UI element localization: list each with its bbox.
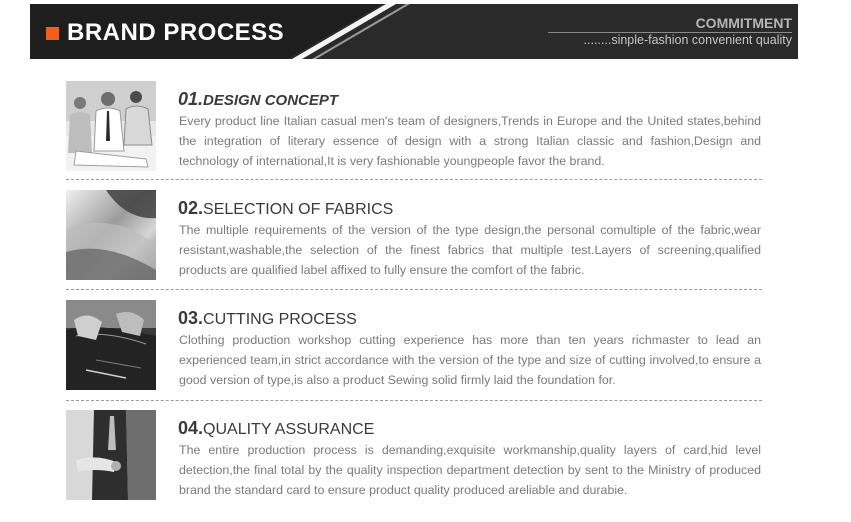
item-title xyxy=(178,198,393,219)
item-title xyxy=(178,308,357,329)
brand-process-banner xyxy=(30,4,798,59)
dashed-divider xyxy=(66,400,762,401)
item-number: 01. xyxy=(178,89,204,109)
dashed-divider xyxy=(66,179,762,180)
item-number: 04. xyxy=(178,418,204,438)
item-title xyxy=(178,89,338,110)
quality-inspection-photo xyxy=(66,410,156,500)
process-item-selection-of-fabrics xyxy=(66,190,766,282)
item-number: 03. xyxy=(178,308,204,328)
item-number: 02. xyxy=(178,198,204,218)
process-item-design-concept xyxy=(66,81,766,173)
designers-meeting-photo xyxy=(66,81,156,171)
item-title-text: QUALITY ASSURANCE xyxy=(203,421,375,438)
item-description: Every product line Italian casual men's team of designers,Trends in Europe and the United states,behind the integration of literary essence of design with a strong Italian classic and fashion,Design and technology of international,It is very fashionable youngpeople favor the brand. xyxy=(179,114,761,168)
item-title-text: DESIGN CONCEPT xyxy=(203,92,339,109)
orange-square-icon xyxy=(46,27,59,40)
leather-fabric-photo xyxy=(66,190,156,280)
fabric-cutting-photo xyxy=(66,300,156,390)
commitment-label: COMMITMENT xyxy=(695,15,792,31)
item-description: The multiple requirements of the version of the type design,the personal comultiple of the fabric,wear resistant,washable,the selection of the finest fabrics that multiple test.Layers of screening,qualified products are qualified label affixed to fully ensure the comfort of the fabric. xyxy=(179,223,761,277)
process-item-quality-assurance xyxy=(66,410,766,502)
dashed-divider xyxy=(66,289,762,290)
tagline: ........sinple-fashion convenient quality xyxy=(583,33,792,47)
process-item-cutting-process xyxy=(66,300,766,392)
banner-title: BRAND PROCESS xyxy=(67,19,285,46)
item-title xyxy=(178,418,374,439)
item-title-text: SELECTION OF FABRICS xyxy=(203,201,394,218)
item-description: The entire production process is demanding,exquisite workmanship,quality layers of card,hid level detection,the final total by the quality inspection department detection by sent to the Ministry of produced brand the standard card to ensure product quality produced areliable and durabie. xyxy=(179,443,761,497)
item-title-text: CUTTING PROCESS xyxy=(203,311,357,328)
item-description: Clothing production workshop cutting experience has more than ten years richmaster to lead an experienced team,in strict accordance with the version of the type and size of cutting involved,to ensure a good version of type,is also a product Sewing solid firmly laid the foundation for. xyxy=(179,333,761,387)
